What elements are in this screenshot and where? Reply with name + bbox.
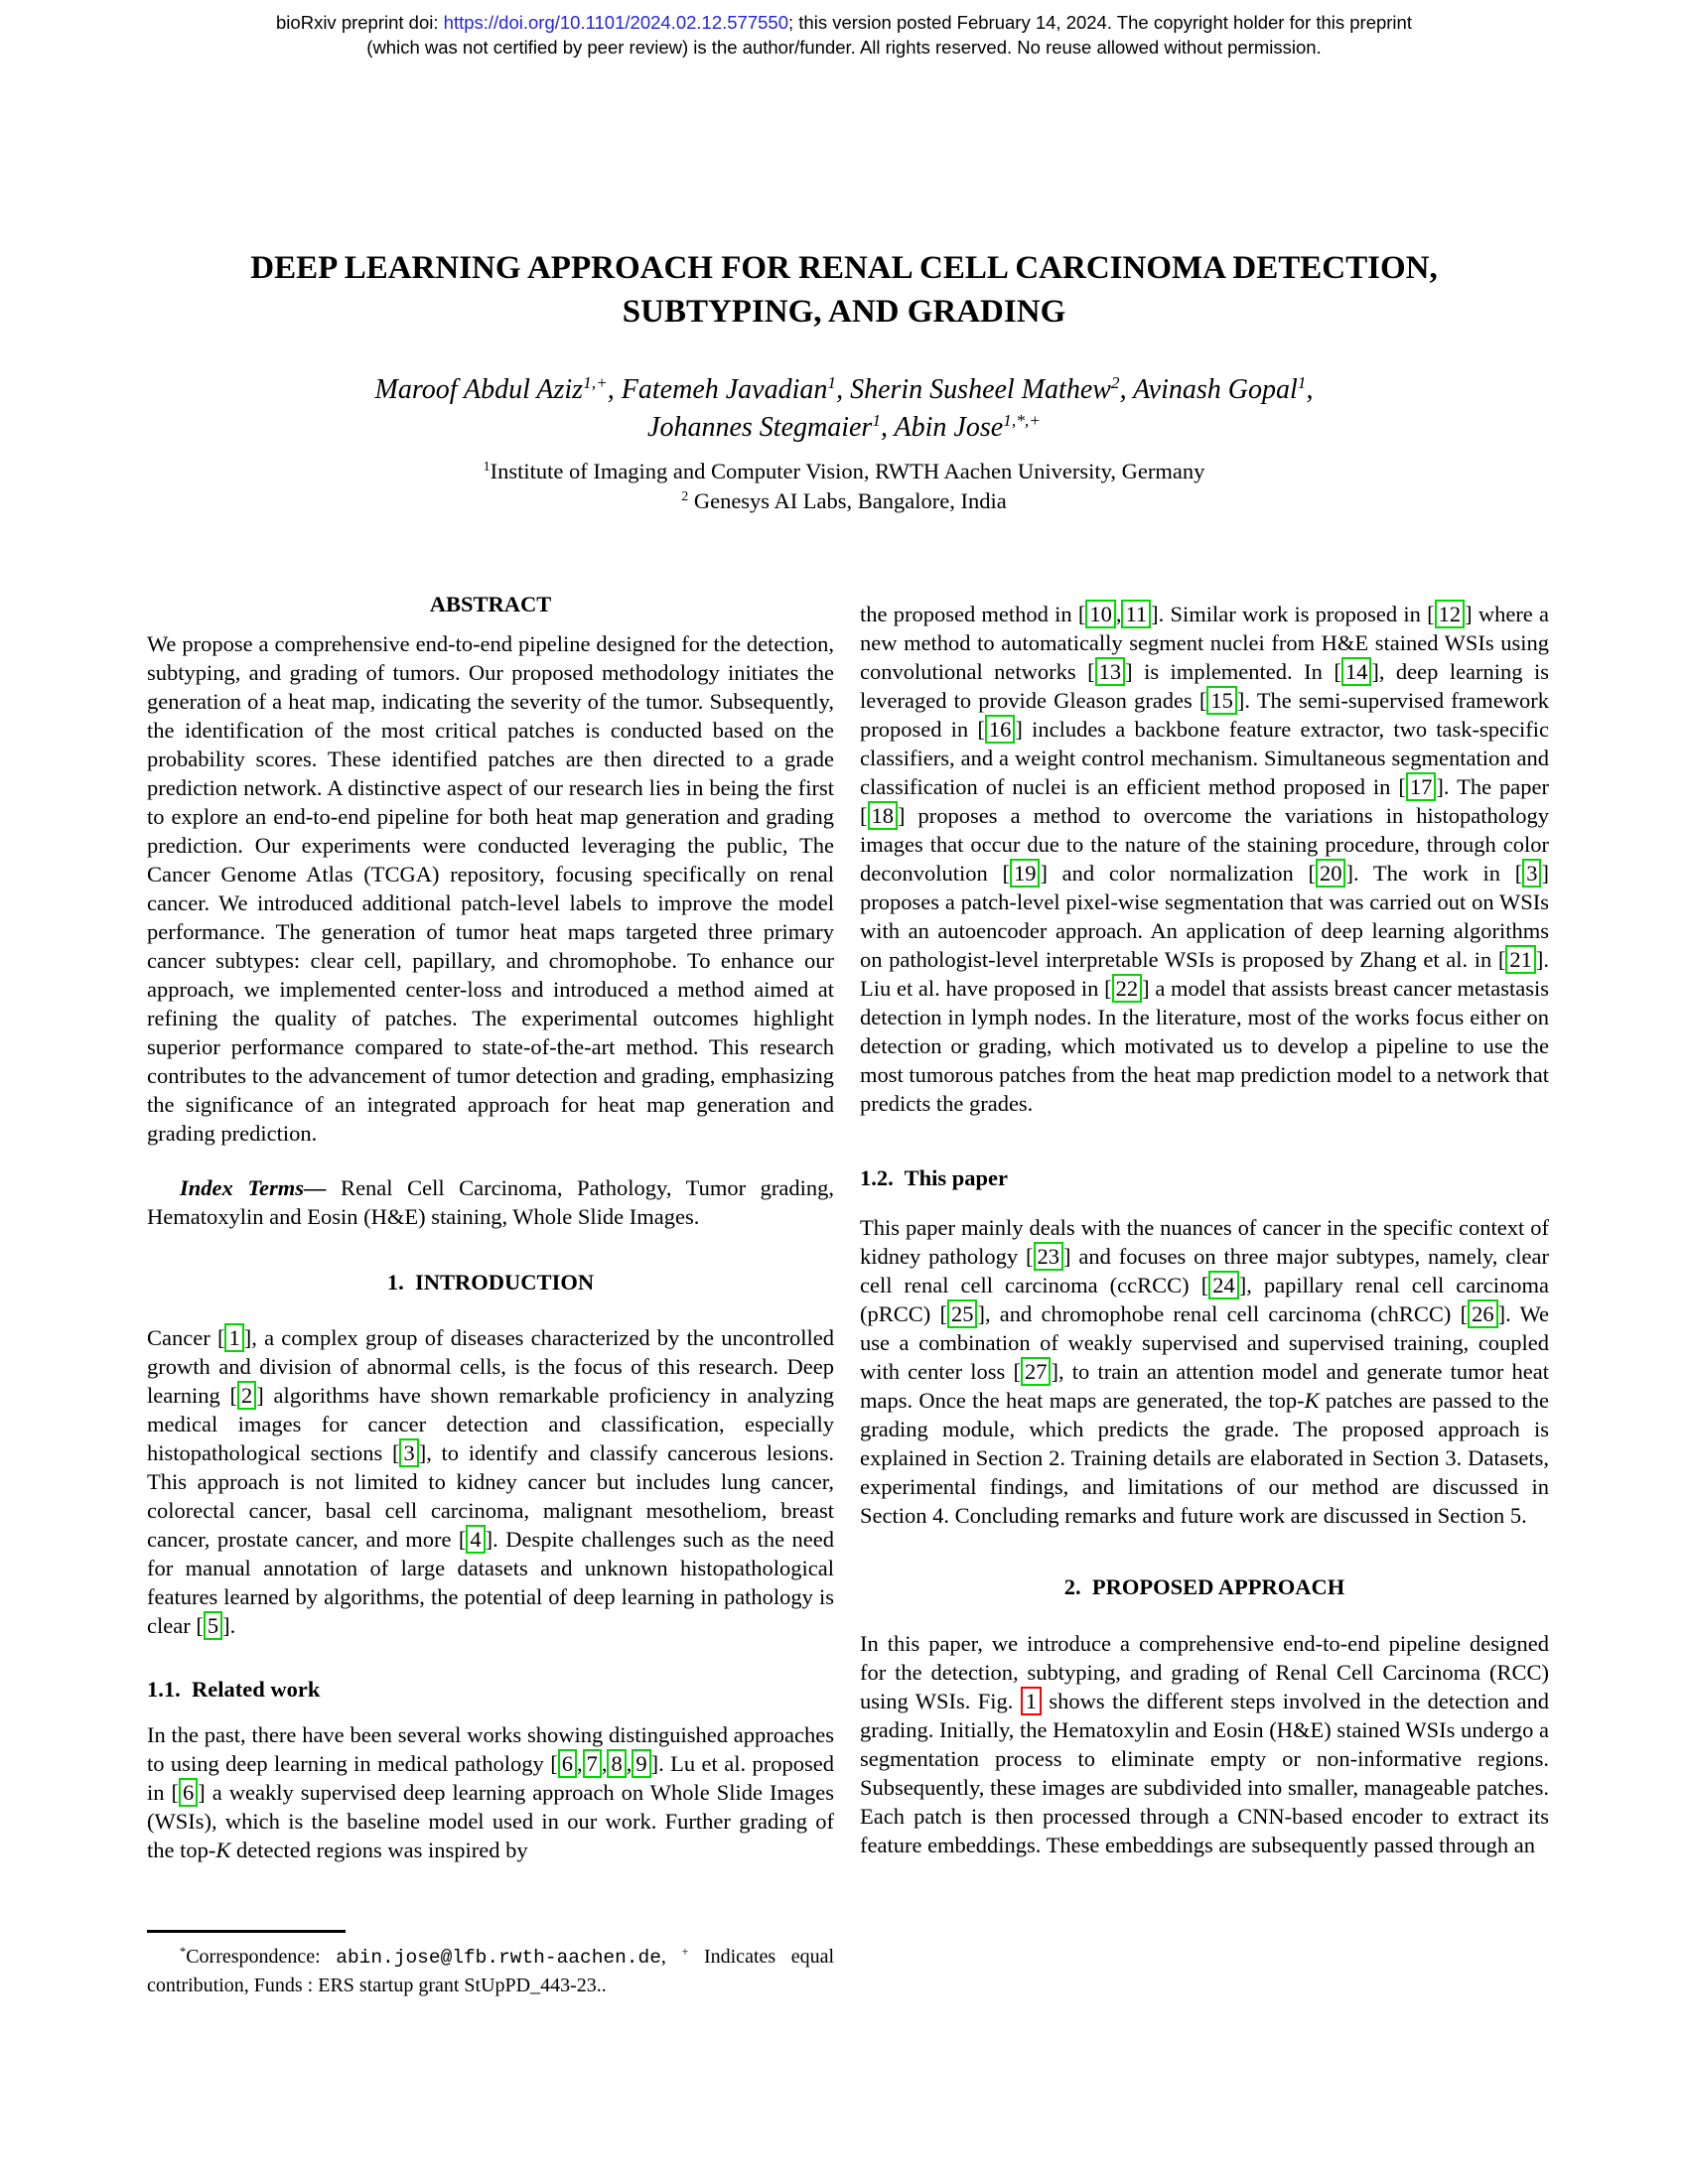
superscript: 1 — [1297, 373, 1307, 393]
citation-ref[interactable]: 2 — [237, 1381, 256, 1410]
figure-ref[interactable]: 1 — [1021, 1687, 1042, 1715]
citation-ref[interactable]: 22 — [1112, 974, 1143, 1003]
affiliations — [0, 457, 1688, 516]
authors-line-1: Maroof Abdul Aziz$^{1,+}$, Fatemeh Javadian$^1$, Sherin Susheel Mathew$^2$, Avinash Gopal$^1$, — [374, 373, 1314, 405]
math-symbol: K — [215, 1838, 231, 1862]
citation-ref[interactable]: 18 — [868, 801, 899, 830]
citation-ref[interactable]: 9 — [632, 1749, 650, 1778]
citation-ref[interactable]: 10 — [1085, 600, 1116, 628]
index-terms: Index Terms— Renal Cell Carcinoma, Pathology, Tumor grading, Hematoxylin and Eosin (H&E) staining, Whole Slide Images. — [147, 1175, 834, 1229]
related-work-continued-paragraph: the proposed method in [ 10 , 11 ]. Similar work is proposed in [ 12 ] where a new method to automatically segment nuclei from H&E stained WSIs using convolutional networks [ 13 ] is implemented. In [ 14 ], deep learning is leveraged to provide Gleason grades [ 15 ]. The semi-supervised framework proposed in [ 16 ] includes a backbone feature extractor, two task-specific classifiers, and a weight control mechanism. Simultaneous segmentation and classification of nuclei is an efficient method proposed in [ 17 ]. The paper [ 18 ] proposes a method to overcome the variations in histopathology images that occur due to the nature of the staining procedure, through color deconvolution [ 19 ] and color normalization [ 20 ]. The work in [ 3 ] proposes a patch-level pixel-wise segmentation that was carried out on WSIs with an autoencoder approach. An application of deep learning algorithms on pathologist-level interpretable WSIs is proposed by Zhang et al. in [ 21 ]. Liu et al. have proposed in [ 22 ] a model that assists breast cancer metastasis detection in lymph nodes. In the literature, most of the works focus either on detection or grading, which motivated us to develop a pipeline to use the most tumorous patches from the heat map prediction model to a network that predicts the grades. — [860, 602, 1550, 1116]
citation-ref[interactable]: 14 — [1341, 657, 1372, 686]
superscript: 1,*,+ — [1003, 411, 1041, 431]
footnote — [147, 1930, 834, 1999]
citation-ref[interactable]: 12 — [1435, 600, 1466, 628]
citation-ref[interactable]: 3 — [1522, 859, 1541, 887]
citation-ref[interactable]: 6 — [558, 1749, 577, 1778]
related-work-paragraph: In the past, there have been several works showing distinguished approaches to using deep learning in medical pathology [ 6 , 7 , 8 , 9 ]. Lu et al. proposed in [ 6 ] a weakly supervised deep learning approach on Whole Slide Images (WSIs), which is the baseline model used in our work. Further grading of the top-K detected regions was inspired by — [147, 1722, 834, 1862]
banner-doi-prefix: bioRxiv preprint doi: — [276, 12, 444, 33]
title-line-2: SUBTYPING, AND GRADING — [622, 294, 1066, 330]
citation-ref[interactable]: 19 — [1010, 859, 1041, 887]
citation-ref[interactable]: 1 — [224, 1323, 243, 1352]
banner-line-1 — [0, 10, 1688, 35]
citation-ref[interactable]: 20 — [1316, 859, 1346, 887]
citation-ref[interactable]: 24 — [1208, 1271, 1239, 1299]
paper-title — [0, 246, 1688, 334]
abstract-heading: ABSTRACT — [429, 592, 552, 616]
citation-ref[interactable]: 25 — [947, 1299, 978, 1328]
citation-ref[interactable]: 4 — [466, 1525, 485, 1554]
doi-link[interactable]: https://doi.org/10.1101/2024.02.12.577550 — [443, 12, 788, 33]
footnote-text: *Correspondence: abin.jose@lfb.rwth-aachen.de, + Indicates equal contribution, Funds : ERS startup grant StUpPD_443-23.. — [147, 1945, 834, 1996]
superscript: * — [180, 1945, 187, 1960]
proposed-approach-heading: 2. PROPOSED APPROACH — [1063, 1574, 1345, 1599]
left-column — [147, 584, 834, 1864]
citation-ref[interactable]: 15 — [1206, 686, 1237, 715]
title-line-1: DEEP LEARNING APPROACH FOR RENAL CELL CARCINOMA DETECTION, — [250, 250, 1438, 286]
superscript: 1,+ — [583, 373, 608, 393]
citation-ref[interactable]: 27 — [1021, 1357, 1052, 1386]
email-address: abin.jose@lfb.rwth-aachen.de — [336, 1947, 661, 1969]
footnote-rule — [147, 1930, 346, 1933]
banner-line1-rest: ; this version posted February 14, 2024. The copyright holder for this preprint — [788, 12, 1412, 33]
right-column — [860, 584, 1549, 1859]
superscript: + — [681, 1945, 689, 1960]
introduction-paragraph: Cancer [ 1 ], a complex group of diseases characterized by the uncontrolled growth and division of abnormal cells, is the focus of this research. Deep learning [ 2 ] algorithms have shown remarkable proficiency in analyzing medical images for cancer detection and classification, especially histopathological sections [ 3 ], to identify and classify cancerous lesions. This approach is not limited to kidney cancer but includes lung cancer, colorectal cancer, basal cell carcinoma, malignant mesotheliom, breast cancer, prostate cancer, and more [ 4 ]. Despite challenges such as the need for manual annotation of large datasets and unknown histopathological features learned by algorithms, the potential of deep learning in pathology is clear [ 5 ]. — [147, 1325, 834, 1638]
citation-ref[interactable]: 17 — [1406, 772, 1437, 801]
superscript: 2 — [1110, 373, 1120, 393]
citation-ref[interactable]: 21 — [1505, 945, 1536, 974]
banner-line-2: (which was not certified by peer review) is the author/funder. All rights reserved. No reuse allowed without permission. — [366, 37, 1322, 58]
citation-ref[interactable]: 7 — [583, 1749, 602, 1778]
superscript: 1 — [872, 411, 882, 431]
affiliation-2: $^2$ Genesys AI Labs, Bangalore, India — [681, 488, 1007, 513]
citation-ref[interactable]: 8 — [607, 1749, 626, 1778]
introduction-heading: 1. INTRODUCTION — [386, 1270, 595, 1295]
abstract-paragraph: We propose a comprehensive end-to-end pipeline designed for the detection, subtyping, and grading of tumors. Our proposed methodology initiates the generation of a heat map, indicating the severity of the tumor. Subsequently, the identification of the most critical patches is conducted based on the probability scores. These identified patches are then directed to a grade prediction network. A distinctive aspect of our research lies in being the first to explore an end-to-end pipeline for both heat map generation and grading prediction. Our experiments were conducted leveraging the public, The Cancer Genome Atlas (TCGA) repository, focusing specifically on renal cancer. We introduced additional patch-level labels to improve the model performance. The generation of tumor heat maps targeted three primary cancer subtypes: clear cell, papillary, and chromophobe. To enhance our approach, we implemented center-loss and introduced a method aimed at refining the quality of patches. The experimental outcomes highlight superior performance compared to state-of-the-art method. This research contributes to the advancement of tumor detection and grading, emphasizing the significance of an integrated approach for heat map generation and grading prediction. — [147, 631, 834, 1146]
citation-ref[interactable]: 6 — [179, 1778, 198, 1807]
citation-ref[interactable]: 26 — [1468, 1299, 1498, 1328]
citation-ref[interactable]: 11 — [1121, 600, 1151, 628]
citation-ref[interactable]: 3 — [399, 1438, 418, 1467]
citation-ref[interactable]: 16 — [985, 715, 1016, 744]
index-terms-label: Index Terms— — [180, 1175, 327, 1200]
related-work-heading: 1.1. Related work — [147, 1677, 321, 1702]
citation-ref[interactable]: 23 — [1034, 1242, 1064, 1271]
superscript: 1 — [827, 373, 837, 393]
proposed-approach-paragraph: In this paper, we introduce a comprehensive end-to-end pipeline designed for the detection, subtyping, and grading of Renal Cell Carcinoma (RCC) using WSIs. Fig. 1 shows the different steps involved in the detection and grading. Initially, the Hematoxylin and Eosin (H&E) stained WSIs undergo a segmentation process to eliminate empty or non-informative regions. Subsequently, these images are subdivided into smaller, manageable patches. Each patch is then processed through a CNN-based encoder to extract its feature embeddings. These embeddings are subsequently passed through an — [860, 1631, 1549, 1857]
this-paper-heading: 1.2. This paper — [860, 1165, 1008, 1190]
biorxiv-banner — [0, 10, 1688, 60]
superscript: 2 — [681, 489, 689, 505]
citation-ref[interactable]: 13 — [1095, 657, 1126, 686]
author-list — [0, 371, 1688, 447]
affiliation-1: $^1$Institute of Imaging and Computer Vision, RWTH Aachen University, Germany — [483, 459, 1205, 483]
math-symbol: K — [1304, 1388, 1320, 1413]
citation-ref[interactable]: 5 — [204, 1611, 222, 1640]
authors-line-2: Johannes Stegmaier$^1$, Abin Jose$^{1,*,+}$ — [647, 411, 1041, 443]
superscript: 1 — [483, 460, 491, 476]
this-paper-paragraph: This paper mainly deals with the nuances of cancer in the specific context of kidney pathology [ 23 ] and focuses on three major subtypes, namely, clear cell renal cell carcinoma (ccRCC) [ 24 ], papillary renal cell carcinoma (pRCC) [ 25 ], and chromophobe renal cell carcinoma (chRCC) [ 26 ]. We use a combination of weakly supervised and supervised training, coupled with center loss [ 27 ], to train an attention model and generate tumor heat maps. Once the heat maps are generated, the top-K patches are passed to the grading module, which predicts the grade. The proposed approach is explained in Section 2. Training details are elaborated in Section 3. Datasets, experimental findings, and limitations of our method are discussed in Section 4. Concluding remarks and future work are discussed in Section 5. — [860, 1215, 1549, 1528]
